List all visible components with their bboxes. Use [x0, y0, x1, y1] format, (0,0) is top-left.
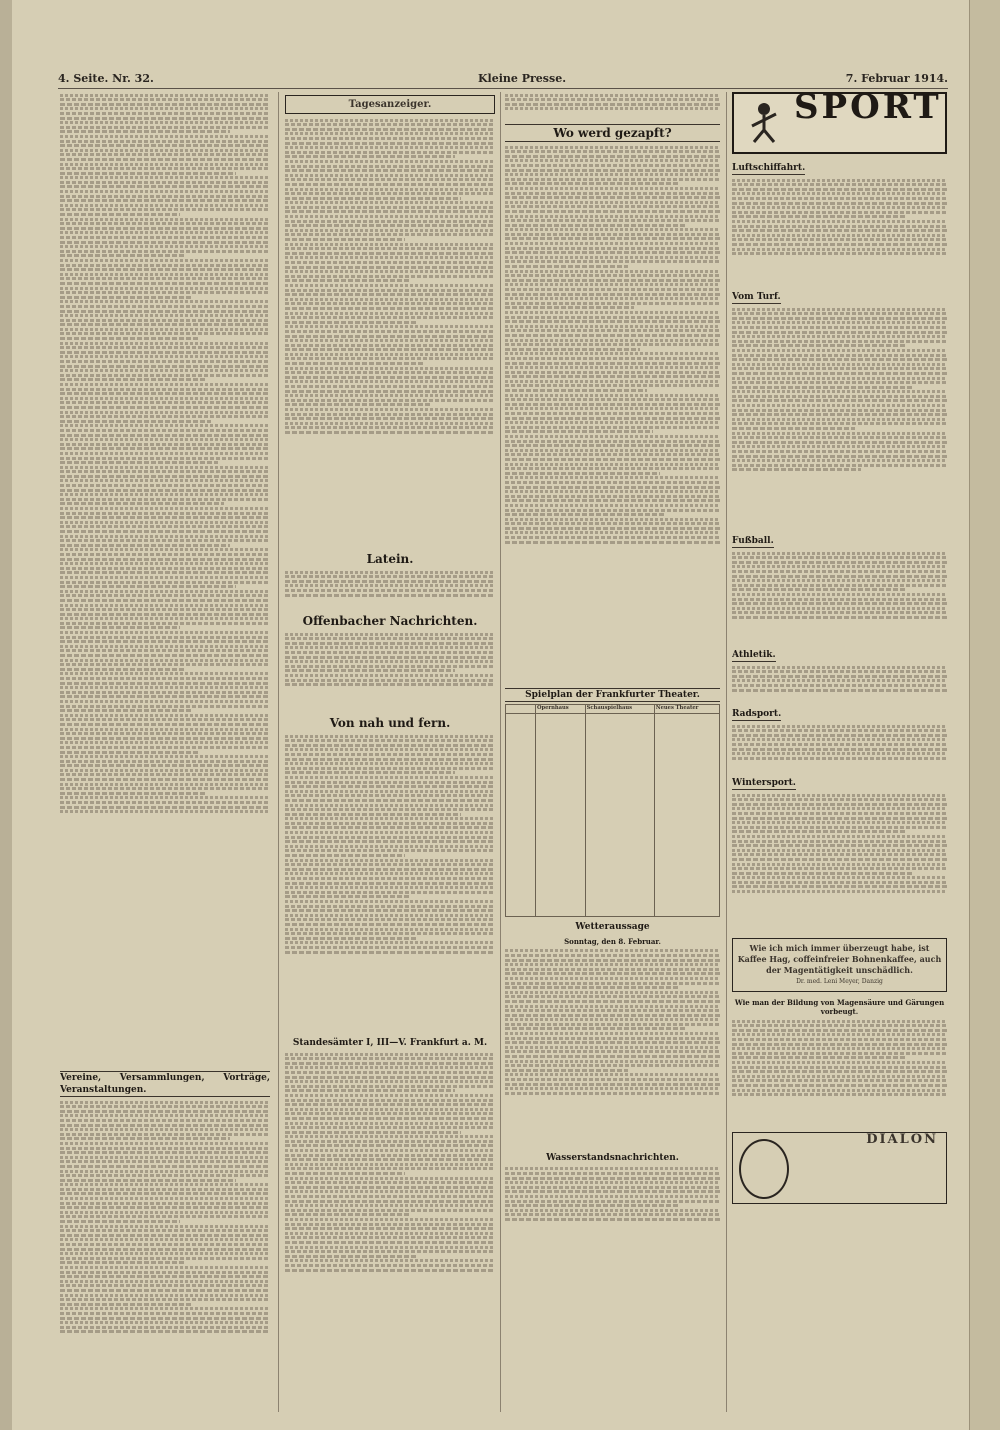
paper-title: Kleine Presse.	[478, 72, 567, 85]
sport-title: SPORT	[794, 92, 942, 127]
column-3	[505, 92, 720, 1412]
section-heading: Luftschiffahrt.	[732, 163, 806, 173]
column-separator	[726, 92, 727, 1412]
body-text	[285, 1051, 495, 1351]
body-text	[732, 664, 947, 704]
dialon-ad	[732, 1132, 947, 1204]
section-subheading: Sonntag, den 8. Februar.	[564, 936, 661, 946]
body-text	[60, 1099, 270, 1412]
theater-col-header: Opernhaus	[535, 705, 585, 714]
ad-text: Wie ich mich immer überzeugt habe, ist Kaffee Hag, coffeinfreier Bohnenkaffee, auch der Magentätigkeit unschädlich.	[737, 943, 942, 975]
sport-banner	[732, 92, 947, 154]
body-text	[285, 117, 495, 547]
issue-date: 7. Februar 1914.	[845, 72, 948, 85]
section-heading: Wetteraussage	[575, 921, 650, 932]
body-text	[732, 1018, 947, 1128]
column-4	[732, 92, 947, 1412]
section-heading: Radsport.	[732, 709, 782, 719]
body-text	[285, 631, 495, 711]
kaffee-hag-ad	[732, 938, 947, 992]
athlete-icon	[742, 100, 786, 144]
section-heading: Standesämter I, III—V. Frankfurt a. M.	[292, 1038, 488, 1048]
page-header	[58, 70, 948, 88]
body-text	[505, 144, 720, 684]
body-text	[285, 569, 495, 609]
section-heading: Wintersport.	[732, 778, 796, 788]
theater-col-header: Schauspielhaus	[585, 705, 654, 714]
body-text	[732, 177, 947, 287]
dialon-brand: DIALON	[866, 1132, 938, 1147]
section-heading: Latein.	[366, 552, 414, 566]
theater-table	[505, 704, 720, 917]
body-text	[732, 723, 947, 773]
section-heading: Vom Turf.	[732, 292, 781, 302]
column-separator	[500, 92, 501, 1412]
section-heading: Tagesanzeiger.	[285, 95, 495, 114]
section-heading: Spielplan der Frankfurter Theater.	[505, 688, 720, 702]
body-text	[505, 92, 720, 120]
column-1	[60, 92, 270, 1412]
body-text	[732, 550, 947, 645]
column-2	[285, 92, 495, 1412]
page-left-edge	[0, 0, 12, 1430]
body-text	[505, 1166, 720, 1246]
body-text	[732, 792, 947, 932]
body-text	[285, 733, 495, 1033]
section-heading: Vereine, Versammlungen, Vorträge, Veranstaltungen.	[60, 1073, 270, 1095]
header-rule	[58, 88, 948, 89]
theater-col-header: Neues Theater	[654, 705, 719, 714]
section-heading: Athletik.	[732, 650, 776, 660]
body-text	[505, 948, 720, 1148]
section-heading: Fußball.	[732, 536, 774, 546]
adjacent-page-edge	[969, 0, 1000, 1430]
column-separator	[278, 92, 279, 1412]
body-text	[732, 306, 947, 531]
ad-signature: Dr. med. Leni Meyer, Danzig	[796, 978, 883, 985]
section-heading: Offenbacher Nachrichten.	[302, 614, 478, 628]
section-heading: Wie man der Bildung von Magensäure und Gärungen vorbeugt.	[734, 998, 945, 1016]
section-heading: Wo werd gezapft?	[505, 124, 720, 142]
page-number: 4. Seite. Nr. 32.	[58, 72, 154, 85]
section-heading: Wasserstandsnachrichten.	[546, 1152, 679, 1163]
powder-tin-icon	[739, 1139, 789, 1199]
section-heading: Von nah und fern.	[329, 716, 451, 730]
body-text	[60, 92, 270, 1067]
